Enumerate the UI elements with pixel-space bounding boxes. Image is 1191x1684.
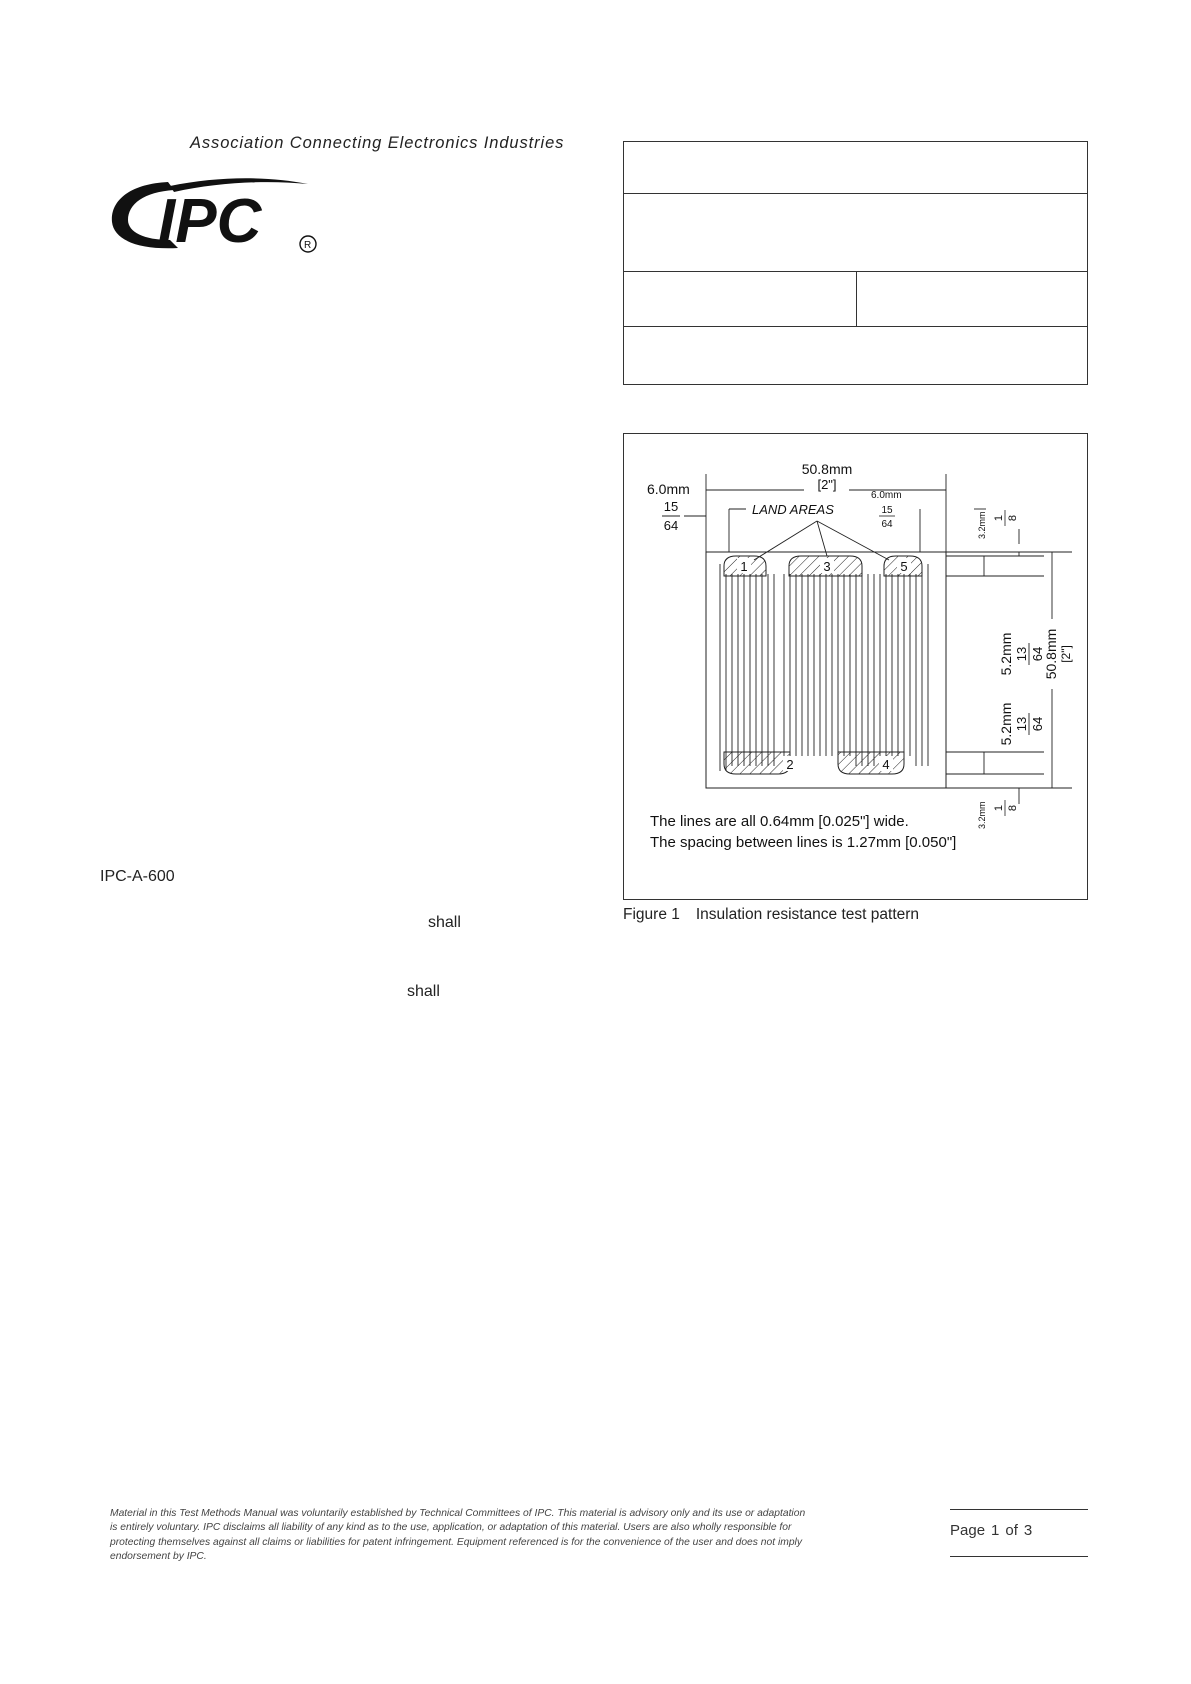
land-number-3: 3 bbox=[823, 559, 831, 574]
top-margin-den: 8 bbox=[1007, 514, 1019, 522]
footer-disclaimer: Material in this Test Methods Manual was voluntarily established by Technical Committees of IPC. This material is advisory only and its use or adaptation is entirely voluntary. IPC disclaims all liability of any kind as to the use, application, or adaptation of this material. Users are also wholly responsible for protecting themselves against all claims or liabilities for patent infringement. Equipment referenced is for the convenience of the user and does not imply endorsement by IPC. bbox=[110, 1508, 806, 1562]
document-info-box bbox=[623, 141, 1088, 385]
land-area-4 bbox=[838, 752, 904, 774]
lower-land-den: 64 bbox=[1030, 716, 1045, 732]
land-number-5: 5 bbox=[900, 559, 908, 574]
upper-land-mm: 5.2mm bbox=[998, 632, 1014, 676]
reference-document: IPC-A-600 bbox=[100, 868, 175, 885]
land-number-4: 4 bbox=[882, 757, 890, 772]
doc-info-divider bbox=[856, 271, 857, 326]
ipc-logo-text: IPC bbox=[158, 187, 262, 256]
page-of: of bbox=[1005, 1522, 1018, 1539]
left-offset-mm: 6.0mm bbox=[647, 481, 690, 497]
shall-keyword-2: shall bbox=[407, 983, 440, 1000]
doc-info-row-1 bbox=[624, 142, 1087, 194]
page-current: 1 bbox=[991, 1522, 1000, 1539]
shall-keyword-1: shall bbox=[428, 914, 461, 931]
land-area-2 bbox=[724, 752, 790, 774]
inner-offset-num: 15 bbox=[881, 505, 893, 516]
insulation-resistance-pattern-diagram bbox=[624, 434, 1087, 899]
figure-note-line-2: The spacing between lines is 1.27mm [0.050"] bbox=[650, 834, 957, 851]
figure-number: Figure 1 bbox=[623, 906, 680, 923]
top-width-in: [2"] bbox=[817, 477, 837, 492]
doc-info-row-2 bbox=[624, 193, 1087, 272]
figure-title: Insulation resistance test pattern bbox=[695, 906, 920, 923]
land-number-1: 1 bbox=[740, 559, 748, 574]
figure-caption bbox=[623, 906, 919, 924]
lower-land-mm: 5.2mm bbox=[998, 702, 1014, 746]
registered-mark: R bbox=[304, 240, 312, 251]
top-margin-mm: 3.2mm bbox=[977, 511, 987, 539]
top-margin-num: 1 bbox=[993, 514, 1005, 522]
bottom-margin-mm: 3.2mm bbox=[977, 801, 987, 829]
ipc-logo-graphic bbox=[108, 170, 328, 260]
left-offset-den: 64 bbox=[663, 518, 679, 533]
upper-land-den: 64 bbox=[1030, 646, 1045, 662]
height-mm: 50.8mm bbox=[1043, 628, 1059, 680]
upper-land-num: 13 bbox=[1014, 646, 1029, 662]
page-number-box bbox=[950, 1509, 1088, 1557]
bottom-margin-num: 1 bbox=[993, 804, 1005, 812]
bottom-margin-den: 8 bbox=[1007, 804, 1019, 812]
page-indicator bbox=[950, 1522, 1038, 1539]
height-in: [2"] bbox=[1059, 645, 1073, 663]
top-width-mm: 50.8mm bbox=[801, 461, 853, 477]
figure-1-box bbox=[623, 433, 1088, 900]
land-number-2: 2 bbox=[786, 757, 794, 772]
page-word: Page bbox=[950, 1522, 986, 1539]
ipc-logo bbox=[108, 170, 328, 260]
association-tagline: Association Connecting Electronics Industries bbox=[190, 134, 565, 152]
figure-note-line-1: The lines are all 0.64mm [0.025"] wide. bbox=[650, 813, 909, 830]
land-areas-label: LAND AREAS bbox=[752, 502, 834, 517]
inner-offset-den: 64 bbox=[881, 519, 893, 530]
left-offset-num: 15 bbox=[663, 499, 679, 514]
lower-land-num: 13 bbox=[1014, 716, 1029, 732]
page-total: 3 bbox=[1023, 1522, 1033, 1539]
inner-offset-mm: 6.0mm bbox=[871, 490, 902, 501]
